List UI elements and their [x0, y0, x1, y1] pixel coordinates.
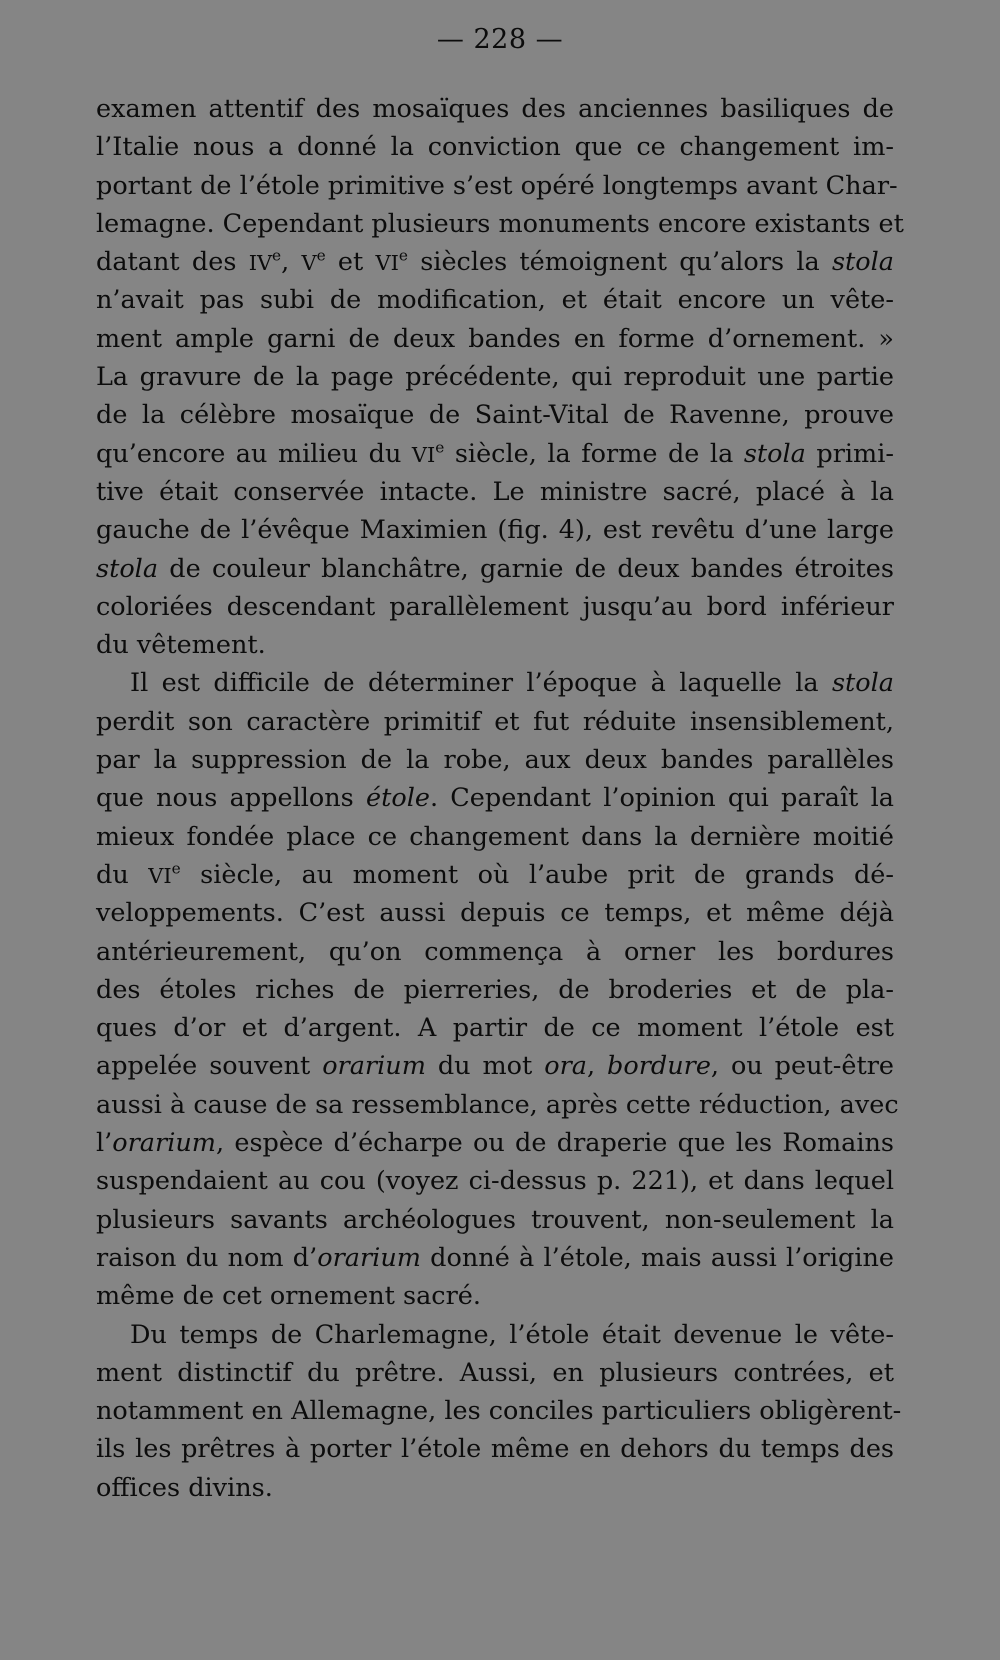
line-text: examen attentif des mosaïques des anciennes basiliques de	[96, 94, 894, 124]
line-text: ,	[281, 247, 302, 278]
text-line	[96, 1354, 894, 1392]
line-text: siècles témoignent qu’alors la	[407, 247, 832, 278]
line-text: même de cet ornement sacré.	[96, 1281, 481, 1312]
line-text: offices divins.	[96, 1472, 273, 1503]
text-line	[96, 550, 894, 588]
line-text: du vêtement.	[96, 630, 266, 661]
text-line	[96, 1124, 894, 1162]
text-line	[96, 358, 894, 396]
text-line	[96, 856, 894, 894]
text-line	[96, 205, 904, 243]
line-text: de couleur blanchâtre, garnie de deux bandes étroites	[158, 553, 894, 584]
italic-term: orarium	[112, 1128, 216, 1159]
text-line	[96, 1162, 894, 1200]
roman-numeral: VI	[411, 442, 436, 467]
text-line	[96, 1086, 899, 1124]
italic-term: orarium	[322, 1051, 426, 1082]
line-text: l’Italie nous a donné la conviction que ce changement im-	[96, 132, 894, 163]
paragraph	[96, 1316, 902, 1507]
text-line	[96, 1239, 894, 1277]
text-line	[96, 741, 894, 779]
ordinal-superscript: e	[171, 859, 181, 878]
text-line	[96, 511, 894, 549]
line-text: mieux fondée place ce changement dans la dernière moitié	[96, 821, 894, 852]
line-text: lemagne. Cependant plusieurs monuments encore existants et	[96, 208, 904, 239]
italic-term: étole	[366, 783, 430, 814]
line-text: qu’encore au milieu du	[96, 438, 412, 469]
line-text: que nous appellons	[96, 783, 366, 814]
line-text: , ou peut-être	[710, 1051, 894, 1082]
line-text: veloppements. C’est aussi depuis ce temps, et même déjà	[96, 898, 894, 929]
italic-term: orarium	[317, 1242, 421, 1273]
line-text: perdit son caractère primitif et fut réduite insensiblement,	[96, 706, 894, 737]
line-text: portant de l’étole primitive s’est opéré longtemps avant Char-	[96, 170, 898, 201]
italic-term: stola	[743, 438, 806, 469]
text-line	[96, 1009, 894, 1047]
line-text: par la suppression de la robe, aux deux bandes parallèles	[96, 745, 894, 776]
text-line	[96, 1277, 894, 1315]
text-line	[96, 1392, 902, 1430]
line-text: et	[325, 247, 376, 278]
line-text: La gravure de la page précédente, qui reproduit une partie	[96, 362, 894, 393]
line-text: datant des	[96, 247, 249, 278]
ordinal-superscript: e	[398, 246, 408, 265]
text-line	[96, 128, 894, 166]
paragraph	[96, 664, 899, 1315]
line-text: Il est difficile de déterminer l’époque à laquelle la	[130, 668, 832, 699]
text-line	[96, 435, 894, 473]
roman-numeral: VI	[375, 251, 399, 276]
line-text: ment ample garni de deux bandes en forme d’ornement. »	[96, 323, 894, 354]
roman-numeral: IV	[248, 251, 273, 276]
line-text: , espèce d’écharpe ou de draperie que les Romains	[215, 1128, 894, 1159]
line-text: gauche de l’évêque Maximien (fig. 4), est revêtu d’une large	[96, 515, 894, 546]
line-text: siècle, au moment où l’aube prit de grands dé-	[180, 859, 894, 890]
text-line	[96, 703, 894, 741]
line-text: ,	[586, 1051, 608, 1082]
text-line	[96, 281, 894, 319]
line-text: des étoles riches de pierreries, de broderies et de pla-	[96, 974, 894, 1005]
line-text: plusieurs savants archéologues trouvent, non-seulement la	[96, 1204, 894, 1235]
text-line	[96, 1047, 894, 1085]
line-text: aussi à cause de sa ressemblance, après cette réduction, avec	[96, 1089, 899, 1120]
ordinal-superscript: e	[435, 438, 445, 457]
line-text: siècle, la forme de la	[444, 438, 744, 469]
text-line	[96, 167, 898, 205]
line-text: du mot	[425, 1051, 545, 1082]
line-text: l’	[96, 1128, 113, 1159]
line-text: du	[96, 859, 149, 890]
ordinal-superscript: e	[272, 246, 282, 265]
line-text: primi-	[805, 438, 895, 469]
italic-term: stola	[831, 668, 894, 699]
line-text: ils les prêtres à porter l’étole même en dehors du temps des	[96, 1434, 894, 1465]
text-line	[96, 626, 894, 664]
line-text: raison du nom d’	[96, 1242, 318, 1273]
text-line	[96, 473, 894, 511]
text-line	[96, 320, 894, 358]
paragraph	[96, 90, 904, 664]
text-line	[96, 971, 894, 1009]
text-line	[96, 1469, 894, 1507]
text-line	[96, 1201, 894, 1239]
line-text: . Cependant l’opinion qui paraît la	[429, 783, 894, 814]
text-line	[96, 243, 894, 281]
text-line	[96, 894, 894, 932]
line-text: coloriées descendant parallèlement jusqu’au bord inférieur	[96, 591, 894, 622]
text-line	[96, 588, 894, 626]
italic-term: bordure	[607, 1051, 711, 1082]
ordinal-superscript: e	[316, 246, 326, 265]
line-text: ques d’or et d’argent. A partir de ce moment l’étole est	[96, 1013, 894, 1044]
italic-term: stola	[831, 247, 894, 278]
roman-numeral: V	[301, 251, 317, 276]
line-text: donné à l’étole, mais aussi l’origine	[420, 1242, 894, 1273]
body-text	[96, 90, 904, 1507]
italic-term: stola	[96, 553, 159, 584]
italic-term: ora	[544, 1051, 587, 1082]
roman-numeral: VI	[148, 863, 172, 888]
line-text: ment distinctif du prêtre. Aussi, en plusieurs contrées, et	[96, 1357, 894, 1388]
text-line	[96, 1430, 894, 1468]
text-line	[96, 90, 894, 128]
text-line	[96, 664, 894, 702]
text-line	[96, 396, 894, 434]
text-line	[96, 1316, 894, 1354]
line-text: Du temps de Charlemagne, l’étole était devenue le vête-	[130, 1319, 894, 1350]
line-text: n’avait pas subi de modification, et était encore un vête-	[96, 285, 894, 316]
text-line	[96, 933, 894, 971]
text-line	[96, 818, 894, 856]
line-text: suspendaient au cou (voyez ci-dessus p. 221), et dans lequel	[96, 1166, 894, 1197]
line-text: notamment en Allemagne, les conciles particuliers obligèrent-	[96, 1396, 902, 1427]
line-text: antérieurement, qu’on commença à orner les bordures	[96, 936, 894, 967]
line-text: de la célèbre mosaïque de Saint-Vital de Ravenne, prouve	[96, 400, 894, 431]
line-text: tive était conservée intacte. Le ministre sacré, placé à la	[96, 476, 894, 507]
line-text: appelée souvent	[96, 1051, 323, 1082]
page-number: — 228 —	[436, 24, 564, 55]
text-line	[96, 779, 894, 817]
